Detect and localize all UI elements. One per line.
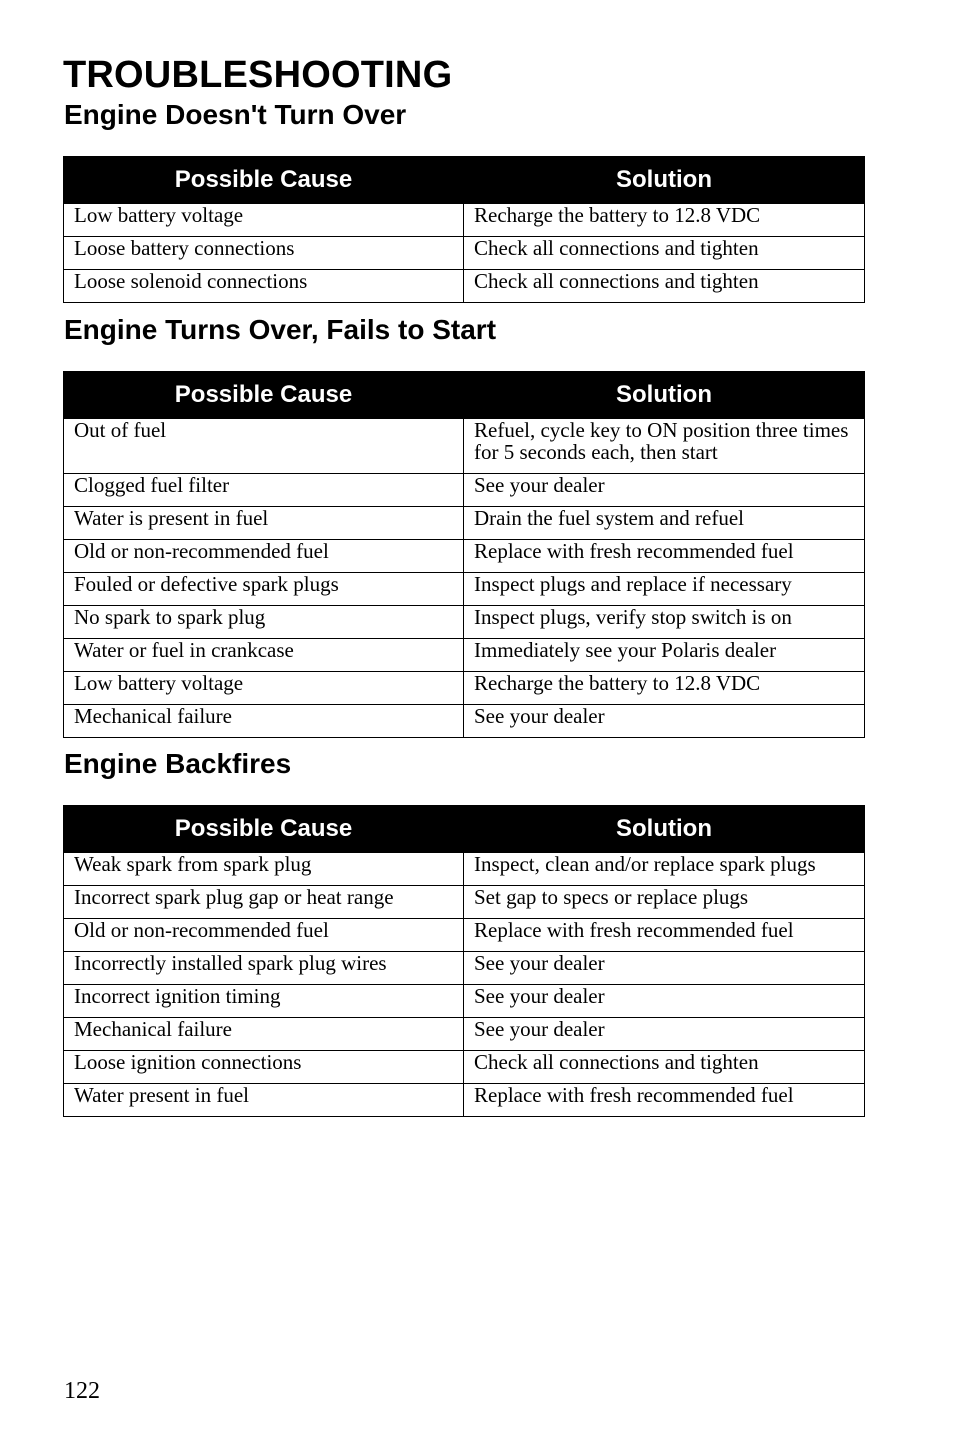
table-row	[64, 672, 865, 705]
column-header-solution: Solution	[464, 806, 865, 853]
table-row	[64, 886, 865, 919]
table-row	[64, 1018, 865, 1051]
cause-cell: Mechanical failure	[64, 705, 464, 738]
table-row	[64, 606, 865, 639]
table-header-row	[64, 157, 865, 204]
table-row	[64, 237, 865, 270]
solution-cell: See your dealer	[464, 474, 865, 507]
table-row	[64, 639, 865, 672]
cause-cell: Incorrectly installed spark plug wires	[64, 952, 464, 985]
solution-cell: Refuel, cycle key to ON position three times for 5 seconds each, then start	[464, 419, 865, 474]
cause-cell: Loose battery connections	[64, 237, 464, 270]
section-heading-engine-backfires: Engine Backfires	[64, 748, 292, 779]
solution-cell: Check all connections and tighten	[464, 270, 865, 303]
solution-cell: Check all connections and tighten	[464, 237, 865, 270]
cause-cell: Loose solenoid connections	[64, 270, 464, 303]
cause-cell: Incorrect spark plug gap or heat range	[64, 886, 464, 919]
solution-cell: See your dealer	[464, 1018, 865, 1051]
solution-cell: Check all connections and tighten	[464, 1051, 865, 1084]
table-header-row	[64, 806, 865, 853]
cause-cell: Weak spark from spark plug	[64, 853, 464, 886]
table-row	[64, 1084, 865, 1117]
cause-cell: Out of fuel	[64, 419, 464, 474]
solution-cell: Recharge the battery to 12.8 VDC	[464, 672, 865, 705]
table-row	[64, 474, 865, 507]
column-header-possible-cause: Possible Cause	[64, 157, 464, 204]
solution-cell: Drain the fuel system and refuel	[464, 507, 865, 540]
section-heading-engine-turns-over-fails-to-start: Engine Turns Over, Fails to Start	[64, 314, 497, 345]
table-engine-turns-over-fails-to-start	[63, 371, 865, 738]
table-row	[64, 853, 865, 886]
cause-cell: Low battery voltage	[64, 672, 464, 705]
page-number: 122	[64, 1378, 100, 1404]
cause-cell: Water or fuel in crankcase	[64, 639, 464, 672]
cause-cell: Loose ignition connections	[64, 1051, 464, 1084]
cause-cell: Mechanical failure	[64, 1018, 464, 1051]
solution-cell: Inspect, clean and/or replace spark plugs	[464, 853, 865, 886]
table-row	[64, 270, 865, 303]
solution-cell: Set gap to specs or replace plugs	[464, 886, 865, 919]
table-row	[64, 204, 865, 237]
solution-cell: See your dealer	[464, 985, 865, 1018]
solution-cell: Replace with fresh recommended fuel	[464, 919, 865, 952]
table-header-row	[64, 372, 865, 419]
column-header-solution: Solution	[464, 157, 865, 204]
cause-cell: Low battery voltage	[64, 204, 464, 237]
solution-cell: Replace with fresh recommended fuel	[464, 540, 865, 573]
table-row	[64, 952, 865, 985]
table-row	[64, 573, 865, 606]
cause-cell: No spark to spark plug	[64, 606, 464, 639]
cause-cell: Water present in fuel	[64, 1084, 464, 1117]
cause-cell: Old or non-recommended fuel	[64, 540, 464, 573]
cause-cell: Old or non-recommended fuel	[64, 919, 464, 952]
column-header-possible-cause: Possible Cause	[64, 372, 464, 419]
solution-cell: Replace with fresh recommended fuel	[464, 1084, 865, 1117]
table-engine-doesnt-turn-over	[63, 156, 865, 303]
solution-cell: Recharge the battery to 12.8 VDC	[464, 204, 865, 237]
cause-cell: Incorrect ignition timing	[64, 985, 464, 1018]
solution-cell: Immediately see your Polaris dealer	[464, 639, 865, 672]
table-row	[64, 507, 865, 540]
table-row	[64, 985, 865, 1018]
cause-cell: Fouled or defective spark plugs	[64, 573, 464, 606]
column-header-solution: Solution	[464, 372, 865, 419]
table-row	[64, 540, 865, 573]
table-row	[64, 919, 865, 952]
cause-cell: Water is present in fuel	[64, 507, 464, 540]
table-row	[64, 1051, 865, 1084]
table-engine-backfires	[63, 805, 865, 1117]
section-heading-engine-doesnt-turn-over: Engine Doesn't Turn Over	[64, 99, 407, 130]
cause-cell: Clogged fuel filter	[64, 474, 464, 507]
table-row	[64, 419, 865, 474]
table-row	[64, 705, 865, 738]
page-title: TROUBLESHOOTING	[63, 54, 453, 96]
solution-cell: See your dealer	[464, 705, 865, 738]
solution-cell: See your dealer	[464, 952, 865, 985]
solution-cell: Inspect plugs and replace if necessary	[464, 573, 865, 606]
solution-cell: Inspect plugs, verify stop switch is on	[464, 606, 865, 639]
column-header-possible-cause: Possible Cause	[64, 806, 464, 853]
